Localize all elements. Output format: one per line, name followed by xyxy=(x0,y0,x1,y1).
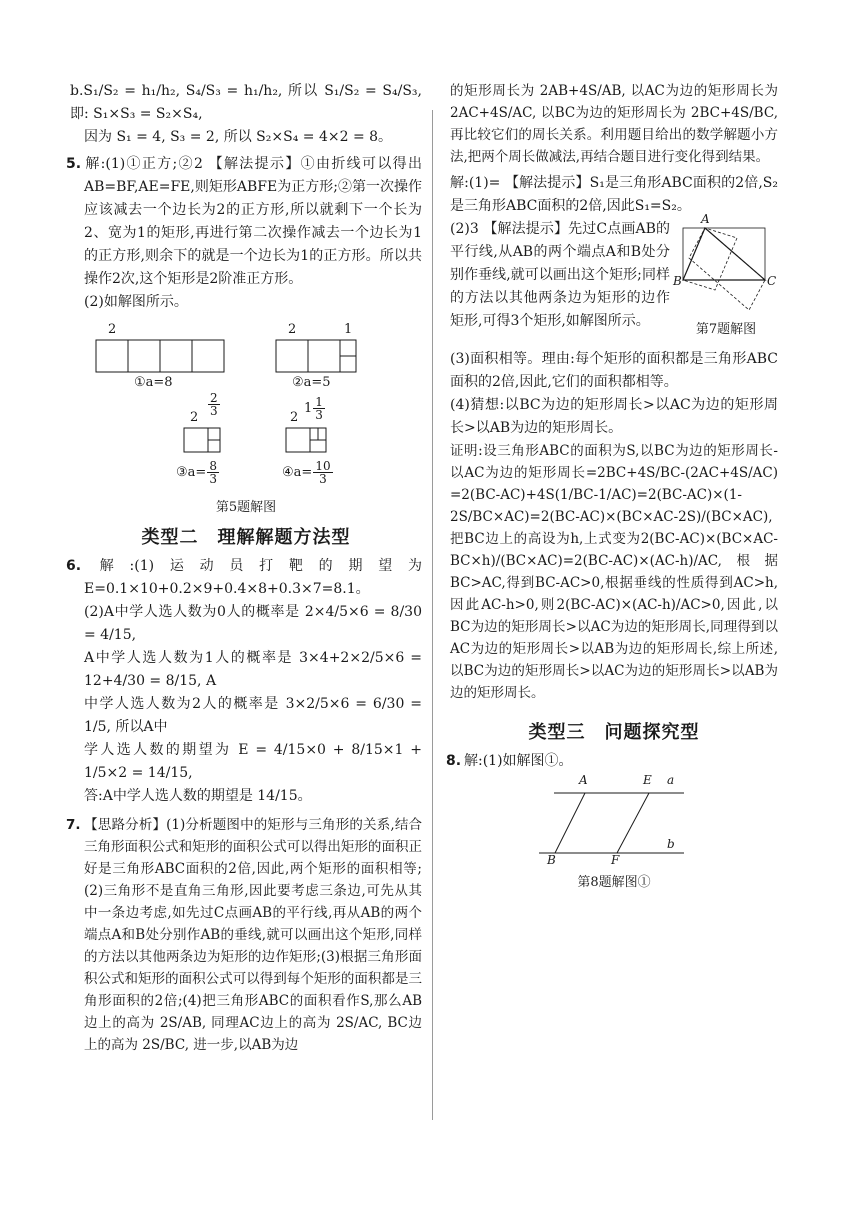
left-column xyxy=(66,80,422,1056)
figure-8 xyxy=(539,773,689,890)
q5-number: 5. xyxy=(66,156,82,172)
q7-part2: (2)3 【解法提示】先过C点画AB的平行线,从AB的两个端点A和B处分别作垂线,就可以画出这个矩形;同样的方法以其他两条边为矩形的边作矩形,可得3个矩形,如解图所示。 xyxy=(450,221,670,329)
fig5-a3-label: ③a= $\frac{8}{3}$ xyxy=(176,459,217,486)
figure-7 xyxy=(673,212,778,346)
fig8-label-b-point: B xyxy=(547,853,556,867)
fig5-a4-top: 1 $\frac{1}{3}$ xyxy=(304,395,323,422)
q7-part1: 解:(1)= 【解法提示】S₁是三角形ABC面积的2倍,S₂是三角形ABC面积的2倍,因此S₁=S₂。 xyxy=(450,175,778,214)
q4b-line2: 因为 S₁ = 4, S₃ = 2, 所以 S₂×S₄ = 4×2 = 8。 xyxy=(84,129,393,145)
q8-answer: 8. 解:(1)如解图①。 xyxy=(450,750,778,773)
q7-part3: (3)面积相等。理由:每个矩形的面积都是三角形ABC面积的2倍,因此,它们的面积都相等。 xyxy=(450,351,778,390)
q5-part2: (2)如解图所示。 xyxy=(84,294,188,310)
q5-text: 解:(1)①正方;②2 【解法提示】①由折线可以得出AB=BF,AE=FE,则矩形ABFE为正方形;②第一次操作应该减去一个边长为2的正方形,所以就剩下一个长为2、宽为1的矩形,再进行第二次操作减去一个边长为1的正方形,则余下的就是一个边长为1的正方形。所以共操作2次,这个矩形是2阶准正方形。 xyxy=(84,156,422,287)
q6-number: 6. xyxy=(66,558,82,574)
q7-part4-proof: 证明:设三角形ABC的面积为S,以BC为边的矩形周长-以AC为边的矩形周长=2BC+4S/BC-(2AC+4S/AC) =2(BC-AC)+4S(1/BC-1/AC)=2(BC-AC)×(1-2S/BC×AC)=2(BC-AC)×(BC×AC-2S)/(BC×AC),把BC边上的高设为h,上式变为2(BC-AC)×(BC×AC-BC×h)/(BC×AC)=2(BC-AC)×(AC-h)/AC,根据BC>AC,得到BC-AC>0,根据垂线的性质得到AC>h,因此AC-h>0,则2(BC-AC)×(AC-h)/AC>0,因此,以BC为边的矩形周长>以AC为边的矩形周长,同理得到以AC为边的矩形周长>以AB为边的矩形周长,综上所述,以BC为边的矩形周长>以AC为边的矩形周长>以AB为边的矩形周长。 xyxy=(450,443,778,701)
fig7-label-c: C xyxy=(767,274,777,288)
section-title-type3: 类型三 问题探究型 xyxy=(528,722,700,743)
fig7-label-a: A xyxy=(701,212,710,226)
fig5-a2-top1: 2 xyxy=(288,322,297,337)
q6-line4: 中学人选人数为2人的概率是 3×2/5×6 = 6/30 = 1/5, 所以A中 xyxy=(84,696,422,735)
fig5-a2-top2: 1 xyxy=(344,322,353,337)
fig5-a3-top: $\frac{2}{3}$ xyxy=(210,391,218,418)
figure-8-caption: 第8题解图① xyxy=(577,875,651,890)
q7-number: 7. xyxy=(66,817,81,833)
q6-line6: 答:A中学人选人数的期望是 14/15。 xyxy=(84,788,312,804)
q7-part2-block xyxy=(450,212,778,348)
fig8-label-line-a: a xyxy=(667,773,675,787)
q6-line2: (2)A中学人选人数为0人的概率是 2×4/5×6 = 8/30 = 4/15, xyxy=(84,604,422,643)
fig5-a4-side: 2 xyxy=(290,410,299,425)
fig8-label-a-point: A xyxy=(579,773,588,787)
fig8-label-line-b: b xyxy=(667,837,675,851)
figure-7-caption: 第7题解图 xyxy=(695,322,757,337)
figure-5-caption: 第5题解图 xyxy=(215,500,277,515)
figure-5-drawing xyxy=(86,320,406,470)
q8-number: 8. xyxy=(446,753,462,769)
q6-line3: A中学人选人数为1人的概率是 3×4+2×2/5×6 = 12+4/30 = 8/15, A xyxy=(84,650,422,689)
column-divider xyxy=(432,110,433,1120)
q7-part4-guess: (4)猜想:以BC为边的矩形周长>以AC为边的矩形周长>以AB为边的矩形周长。 xyxy=(450,397,778,436)
q6-line5: 学人选人数的期望为 E = 4/15×0 + 8/15×1 + 1/5×2 = 14/15, xyxy=(84,742,422,781)
figure-7-drawing xyxy=(675,218,778,330)
q6-line1: 6. 解:(1)运动员打靶的期望为E=0.1×10+0.2×9+0.4×8+0.3×7=8.1。 xyxy=(70,555,422,601)
section-title-type2: 类型二 理解解题方法型 xyxy=(141,527,351,548)
fig7-label-b: B xyxy=(673,274,682,288)
fig8-label-e: E xyxy=(643,773,652,787)
fig5-a3-side: 2 xyxy=(190,410,199,425)
fig8-label-f: F xyxy=(611,853,620,867)
q7-analysis-cont: 的矩形周长为 2AB+4S/AB, 以AC为边的矩形周长为 2AC+4S/AC, 以BC为边的矩形周长为 2BC+4S/BC, 再比较它们的周长关系。利用题目给出的数学解题小方法,把两个周长做减法,再结合题目进行变化得到结果。 xyxy=(450,83,778,165)
q4b-line1: b.S₁/S₂ = h₁/h₂, S₄/S₃ = h₁/h₂, 所以 S₁/S₂ = S₄/S₃, 即: S₁×S₃ = S₂×S₄, xyxy=(70,83,422,122)
q7-analysis: 7. 【思路分析】(1)分析题图中的矩形与三角形的关系,结合三角形面积公式和矩形的面积公式可以得出矩形的面积正好是三角形ABC面积的2倍,因此,两个矩形的面积相等;(2)三角形不是直角三角形,因此要考虑三条边,可先从其中一条边考虑,如先过C点画AB的平行线,再从AB的两个端点A和B处分别作AB的垂线,就可以画出这个矩形,同样的方法以其他两条边为矩形的边作矩形;(3)根据三角形面积公式和矩形的面积公式可以得到每个矩形的面积都是三角形面积的2倍;(4)把三角形ABC的面积看作S,那么AB边上的高为 2S/AB, 同理AC边上的高为 2S/AC, BC边上的高为 2S/BC, 进一步,以AB为边 xyxy=(70,814,422,1056)
fig5-a1-label: ①a=8 xyxy=(134,375,173,390)
fig5-a4-label: ④a= $\frac{10}{3}$ xyxy=(282,459,331,486)
figure-5 xyxy=(86,320,406,490)
fig5-a1-top: 2 xyxy=(108,322,117,337)
fig5-a2-label: ②a=5 xyxy=(292,375,331,390)
q5-answer xyxy=(66,153,422,291)
right-column xyxy=(446,80,778,895)
